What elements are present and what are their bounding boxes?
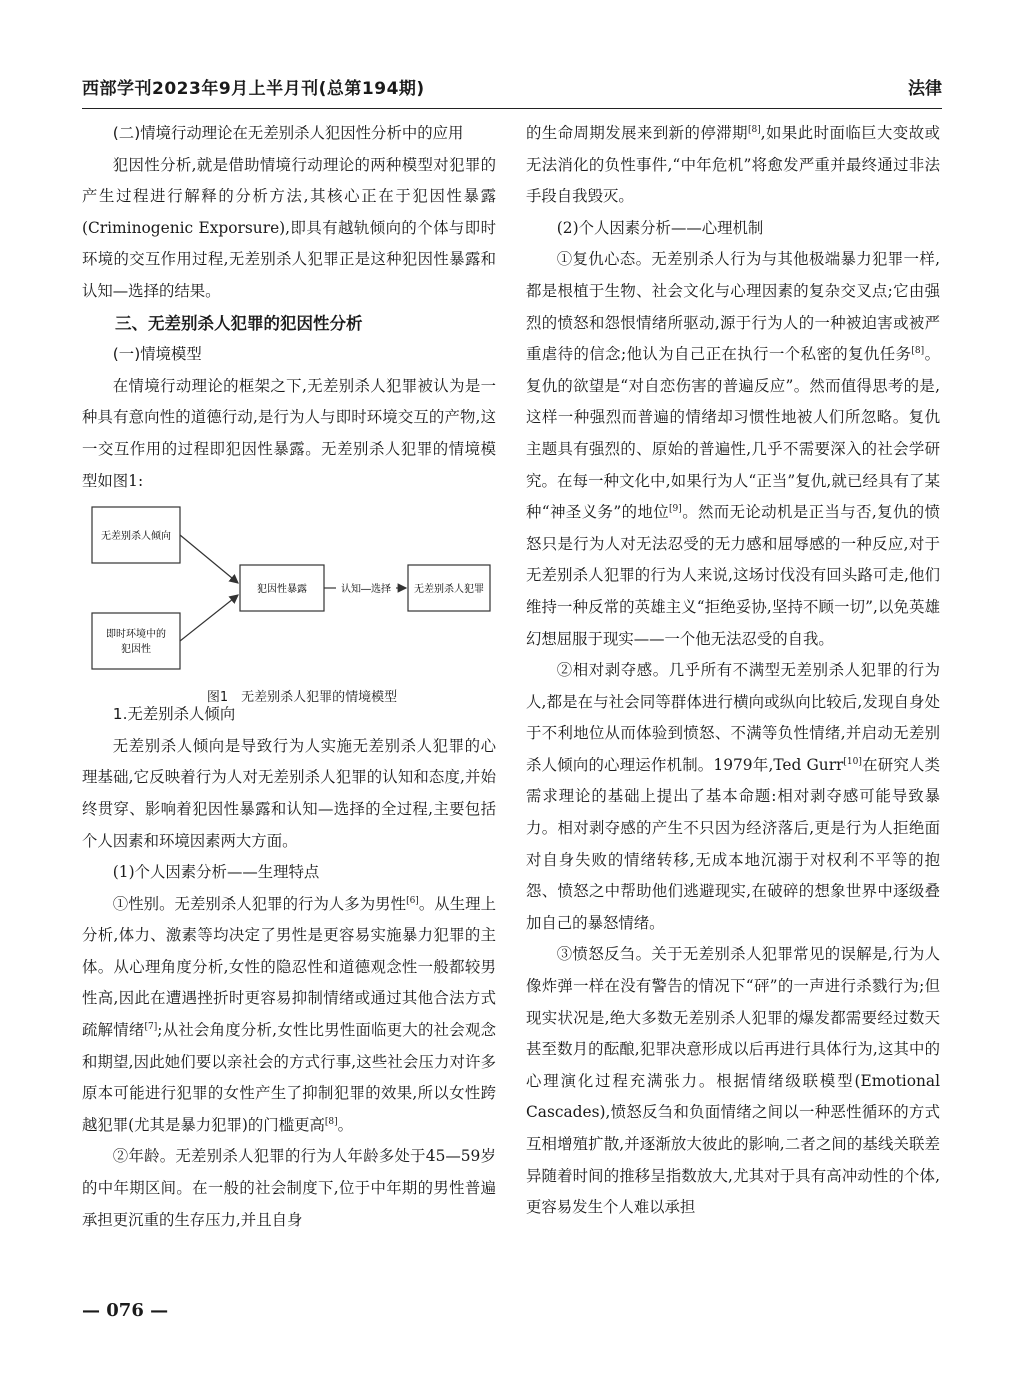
box-crime-label: 无差别杀人犯罪 bbox=[414, 584, 484, 596]
section-heading: 三、无差别杀人犯罪的犯因性分析 bbox=[115, 313, 363, 333]
paragraph: ③愤怒反刍。关于无差别杀人犯罪常见的误解是,行为人像炸弹一样在没有警告的情况下“砰”的一声进行杀戮行为;但现实状况是,绝大多数无差别杀人犯罪的爆发都需要经过数天甚至数月的酝酿,犯罪决意形成以后再进行具体行为,这其中的心理演化过程充满张力。根据情绪级联模型(Emotional Cascades),愤怒反刍和负面情绪之间以一种恶性循环的方式互相增殖扩散,并逐渐放大彼此的影响,二者之间的基线关联差异随着时间的推移呈指数放大,尤其对于具有高冲动性的个体,更容易发生个人难以承担 bbox=[526, 945, 940, 1217]
citation: [9] bbox=[669, 504, 682, 515]
paragraph bbox=[526, 244, 940, 655]
text: 。从生理上分析,体力、激素等均决定了男性是更容易实施暴力犯罪的主体。从心理角度分析,女性的隐忍性和道德观念性一般都较男性高,因此在遭遇挫折时更容易抑制情绪或通过其他合法方式疏解情绪 bbox=[82, 894, 496, 1040]
paragraph bbox=[82, 889, 496, 1142]
subsection-heading: (一)情境模型 bbox=[112, 345, 202, 364]
citation: [8] bbox=[747, 125, 761, 135]
subsection-heading: 1.无差别杀人倾向 bbox=[112, 705, 236, 724]
text: ①复仇心态。无差别杀人行为与其他极端暴力犯罪一样,都是根植于生物、社会文化与心理因素的复杂交叉点;它由强烈的愤怒和怨恨情绪所驱动,源于行为人的一种被迫害或被严重虐待的信念;他认为自己正在执行一个私密的复仇任务 bbox=[526, 250, 940, 364]
citation: [8] bbox=[324, 1116, 338, 1127]
box-exposure-label: 犯因性暴露 bbox=[257, 584, 307, 596]
running-header bbox=[82, 68, 942, 109]
subsection-heading: (二)情境行动理论在无差别杀人犯因性分析中的应用 bbox=[112, 124, 464, 142]
citation: [7] bbox=[144, 1022, 158, 1033]
paragraph: 无差别杀人倾向是导致行为人实施无差别杀人犯罪的心理基础,它反映着行为人对无差别杀人犯罪的认知和态度,并始终贯穿、影响着犯因性暴露和认知—选择的全过程,主要包括个人因素和环境因素两大方面。 bbox=[82, 736, 496, 850]
text: ;从社会角度分析,女性比男性面临更大的社会观念和期望,因此她们要以亲社会的方式行事,这些社会压力对许多原本可能进行犯罪的女性产生了抑制犯罪的效果,所以女性跨越犯罪(尤其是暴力犯罪)的门槛更高 bbox=[82, 1021, 496, 1134]
arrow-label: 认知—选择 bbox=[341, 584, 391, 596]
figure-caption: 图1 无差别杀人犯罪的情境模型 bbox=[206, 689, 398, 705]
page-number: — 076 — bbox=[82, 1300, 169, 1321]
text: 的生命周期发展来到新的停滞期 bbox=[526, 124, 748, 142]
figure-situational-model bbox=[82, 503, 496, 705]
left-column bbox=[82, 118, 496, 1236]
text: 在研究人类需求理论的基础上提出了基本命题:相对剥夺感可能导致暴力。相对剥夺感的产生不只因为经济落后,更是行为人拒绝面对自身失败的情绪转移,无成本地沉溺于对权利不平等的抱怨、愤怒之中帮助他们逃避现实,在破碎的想象世界中逐级叠加自己的暴怒情绪。 bbox=[526, 755, 940, 932]
paragraph: 在情境行动理论的框架之下,无差别杀人犯罪被认为是一种具有意向性的道德行动,是行为人与即时环境交互的产物,这一交互作用的过程即犯因性暴露。无差别杀人犯罪的情境模型如图1: bbox=[82, 376, 496, 490]
paragraph: ②年龄。无差别杀人犯罪的行为人年龄多处于45—59岁的中年期区间。在一般的社会制度下,位于中年期的男性普遍承担更沉重的生存压力,并且自身 bbox=[82, 1147, 496, 1229]
box-environment-label-2: 犯因性 bbox=[121, 644, 151, 656]
citation: [6] bbox=[406, 895, 419, 906]
subsection-heading: (1)个人因素分析——生理特点 bbox=[112, 863, 320, 882]
paragraph bbox=[526, 655, 940, 939]
paragraph: 犯因性分析,就是借助情境行动理论的两种模型对犯罪的产生过程进行解释的分析方法,其核心正在于犯因性暴露(Criminogenic Exporsure),即具有越轨倾向的个体与即时环境的交互作用过程,无差别杀人犯罪正是这种犯因性暴露和认知—选择的结果。 bbox=[82, 155, 496, 300]
text: 。 bbox=[337, 1115, 354, 1134]
text: 。复仇的欲望是“对自恋伤害的普遍反应”。然而值得思考的是,这样一种强烈而普遍的情绪却习惯性地被人们所忽略。复仇主题具有强烈的、原始的普遍性,几乎不需要深入的社会学研究。在每一种文化中,如果行为人“正当”复仇,就已经具有了某种“神圣义务”的地位 bbox=[526, 345, 940, 522]
arrow-tendency-exposure bbox=[180, 535, 238, 583]
subsection-heading: (2)个人因素分析——心理机制 bbox=[556, 218, 764, 237]
journal-title: 西部学刊2023年9月上半月刊(总第194期) bbox=[82, 79, 425, 99]
text: ,如果此时面临巨大变故或无法消化的负性事件,“中年危机”将愈发严重并最终通过非法手段自我毁灭。 bbox=[526, 124, 940, 206]
diagram bbox=[82, 503, 496, 673]
box-environment bbox=[92, 613, 180, 669]
text: 。然而无论动机是正当与否,复仇的愤怒只是行为人对无法忍受的无力感和屈辱感的一种反应,对于无差别杀人犯罪的行为人来说,这场讨伐没有回头路可走,他们维持一种反常的英雄主义“拒绝妥协,坚持不顾一切”,以免英雄幻想屈服于现实——一个他无法忍受的自我。 bbox=[526, 503, 940, 648]
paragraph bbox=[526, 118, 940, 213]
section-name: 法律 bbox=[908, 79, 942, 99]
citation: [10] bbox=[843, 756, 862, 767]
text: ①性别。无差别杀人犯罪的行为人多为男性 bbox=[112, 894, 407, 913]
text: ②相对剥夺感。几乎所有不满型无差别杀人犯罪的行为人,都是在与社会同等群体进行横向或纵向比较后,发现自身处于不利地位从而体验到愤怒、不满等负性情绪,并启动无差别杀人倾向的心理运作机制。1979年,Ted Gurr bbox=[526, 661, 940, 774]
box-environment-label-1: 即时环境中的 bbox=[106, 629, 166, 641]
box-tendency-label: 无差别杀人倾向 bbox=[101, 531, 171, 543]
citation: [8] bbox=[911, 346, 925, 357]
arrow-environment-exposure bbox=[180, 595, 238, 641]
right-column bbox=[526, 118, 940, 1224]
